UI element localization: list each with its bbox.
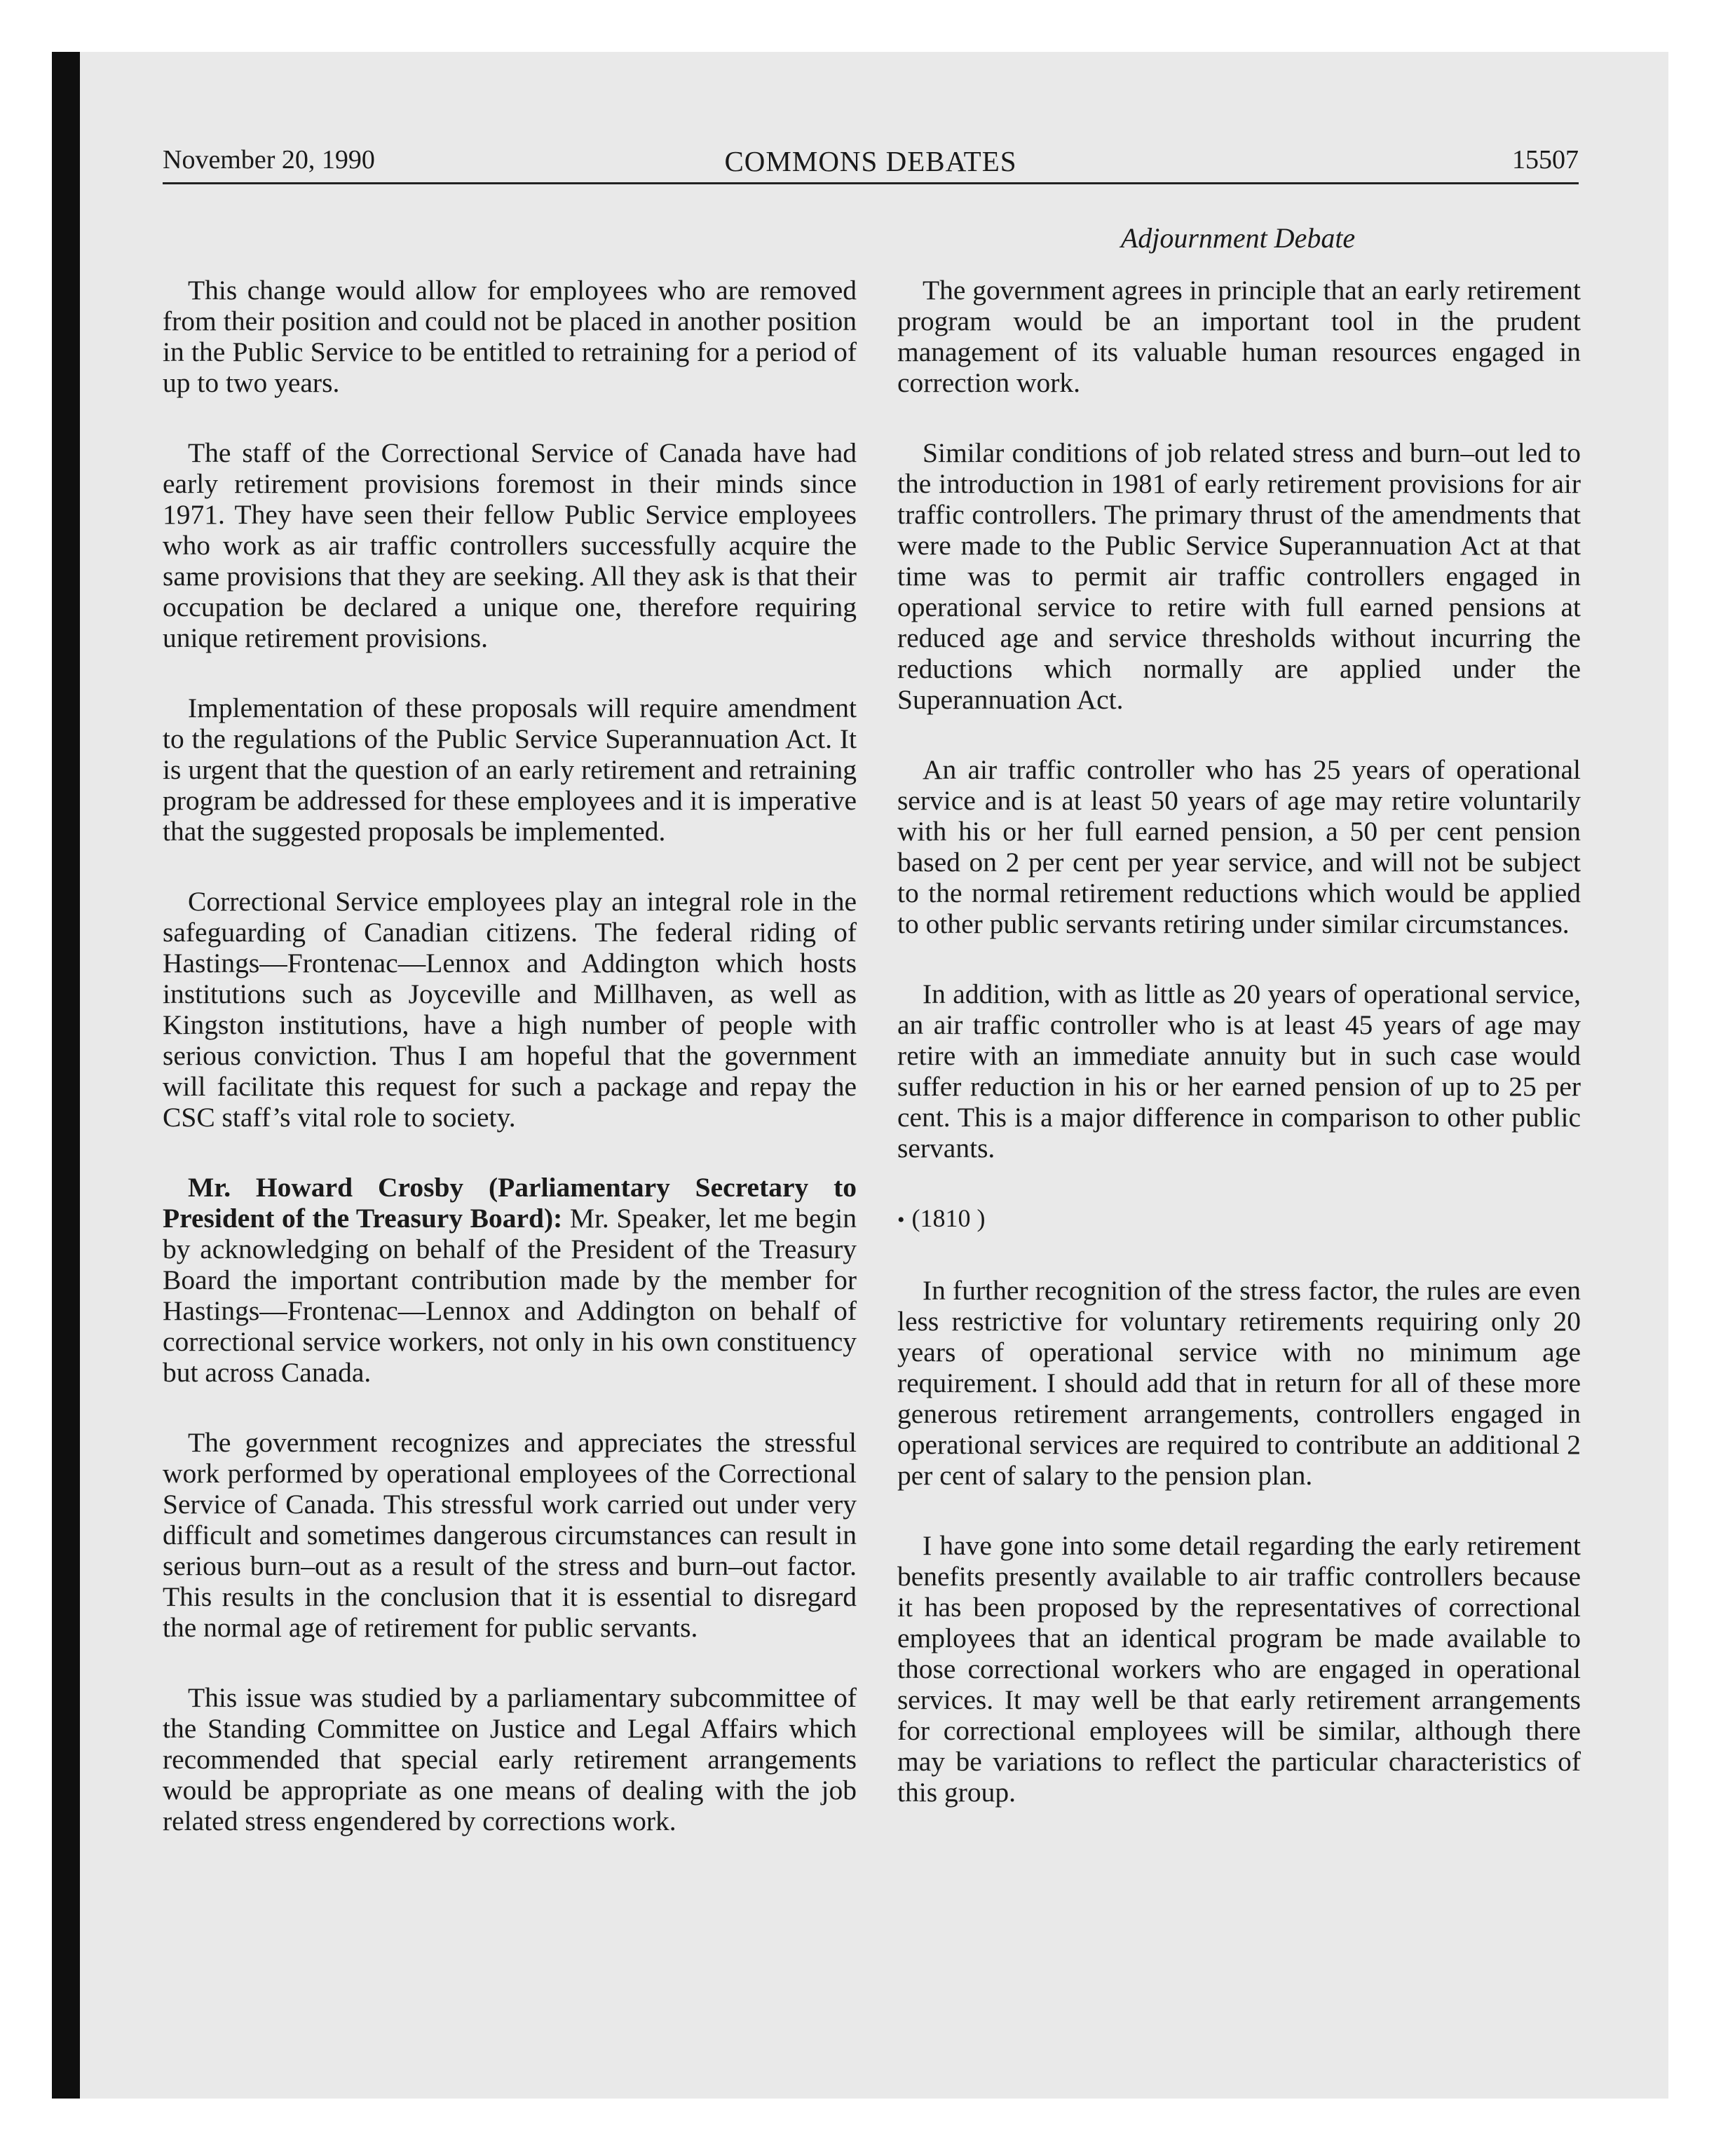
speech-paragraph (163, 1172, 857, 1388)
paragraph: This change would allow for employees who are removed from their position and could not be placed in another position in the Public Service to be entitled to retraining for a period of up to two years. (163, 275, 857, 398)
paragraph: Implementation of these proposals will require amendment to the regulations of the Public Service Superannuation Act. It is urgent that the question of an early retirement and retraining program be addressed for these employees and it is imperative that the suggested proposals be implemented. (163, 692, 857, 847)
bullet-icon: • (897, 1208, 905, 1231)
speaker-name: Mr. Howard Crosby (Parliamentary Secretary to President of the Treasury Board): (163, 1172, 857, 1234)
paragraph: The government agrees in principle that an early retirement program would be an important tool in the prudent management of its valuable human resources engaged in correction work. (897, 275, 1581, 398)
paragraph: Correctional Service employees play an integral role in the safeguarding of Canadian citizens. The federal riding of Hastings—Frontenac—Lennox and Addington which hosts institutions such as Joyceville and Millhaven, as well as Kingston institutions, have a high number of people with serious conviction. Thus I am hopeful that the government will facilitate this request for such a package and repay the CSC staff’s vital role to society. (163, 886, 857, 1133)
speech-text: Mr. Speaker, let me begin by acknowledging on behalf of the President of the Treasury Board the important contribution made by the member for Hastings—Frontenac—Lennox and Addington on behalf of correctional service workers, not only in his own constituency but across Canada. (163, 1203, 857, 1388)
timestamp-time: (1810 ) (911, 1204, 986, 1232)
left-column (163, 275, 857, 1876)
timestamp (897, 1203, 1581, 1236)
right-column (897, 275, 1581, 1847)
section-heading: Adjournment Debate (1120, 222, 1356, 254)
paragraph: In further recognition of the stress factor, the rules are even less restrictive for voluntary retirements requiring only 20 years of operational service with no minimum age requirement. I should add that in return for all of these more generous retirement arrangements, controllers engaged in operational services are required to contribute an additional 2 per cent of salary to the pension plan. (897, 1275, 1581, 1491)
running-head (163, 139, 1579, 184)
header-date: November 20, 1990 (163, 145, 375, 175)
scan-edge-bar (52, 52, 80, 2099)
paragraph: The government recognizes and appreciates the stressful work performed by operational employees of the Correctional Service of Canada. This stressful work carried out under very difficult and sometimes dangerous circumstances can result in serious burn–out as a result of the stress and burn–out factor. This results in the conclusion that it is essential to disregard the normal age of retirement for public servants. (163, 1427, 857, 1643)
header-title: COMMONS DEBATES (724, 145, 1017, 177)
header-page-number: 15507 (1512, 145, 1579, 175)
paragraph: The staff of the Correctional Service of Canada have had early retirement provisions foremost in their minds since 1971. They have seen their fellow Public Service employees who work as air traffic controllers successfully acquire the same provisions that they are seeking. All they ask is that their occupation be declared a unique one, therefore requiring unique retirement provisions. (163, 437, 857, 653)
paragraph: I have gone into some detail regarding the early retirement benefits presently available to air traffic controllers because it has been proposed by the representatives of correctional employees that an identical program be made available to those correctional workers who are engaged in operational services. It may well be that early retirement arrangements for correctional employees will be similar, although there may be variations to reflect the particular characteristics of this group. (897, 1530, 1581, 1808)
paragraph: This issue was studied by a parliamentary subcommittee of the Standing Committee on Justice and Legal Affairs which recommended that special early retirement arrangements would be appropriate as one means of dealing with the job related stress engendered by corrections work. (163, 1682, 857, 1836)
paragraph: Similar conditions of job related stress and burn–out led to the introduction in 1981 of early retirement provisions for air traffic controllers. The primary thrust of the amendments that were made to the Public Service Superannuation Act at that time was to permit air traffic controllers engaged in operational service to retire with full earned pensions at reduced age and service thresholds without incurring the reductions which normally are applied under the Superannuation Act. (897, 437, 1581, 715)
paragraph: An air traffic controller who has 25 years of operational service and is at least 50 years of age may retire voluntarily with his or her full earned pension, a 50 per cent pension based on 2 per cent per year service, and will not be subject to the normal retirement reductions which would be applied to other public servants retiring under similar circumstances. (897, 754, 1581, 939)
paragraph: In addition, with as little as 20 years of operational service, an air traffic controller who is at least 45 years of age may retire with an immediate annuity but in such case would suffer reduction in his or her earned pension of up to 25 per cent. This is a major difference in comparison to other public servants. (897, 978, 1581, 1164)
